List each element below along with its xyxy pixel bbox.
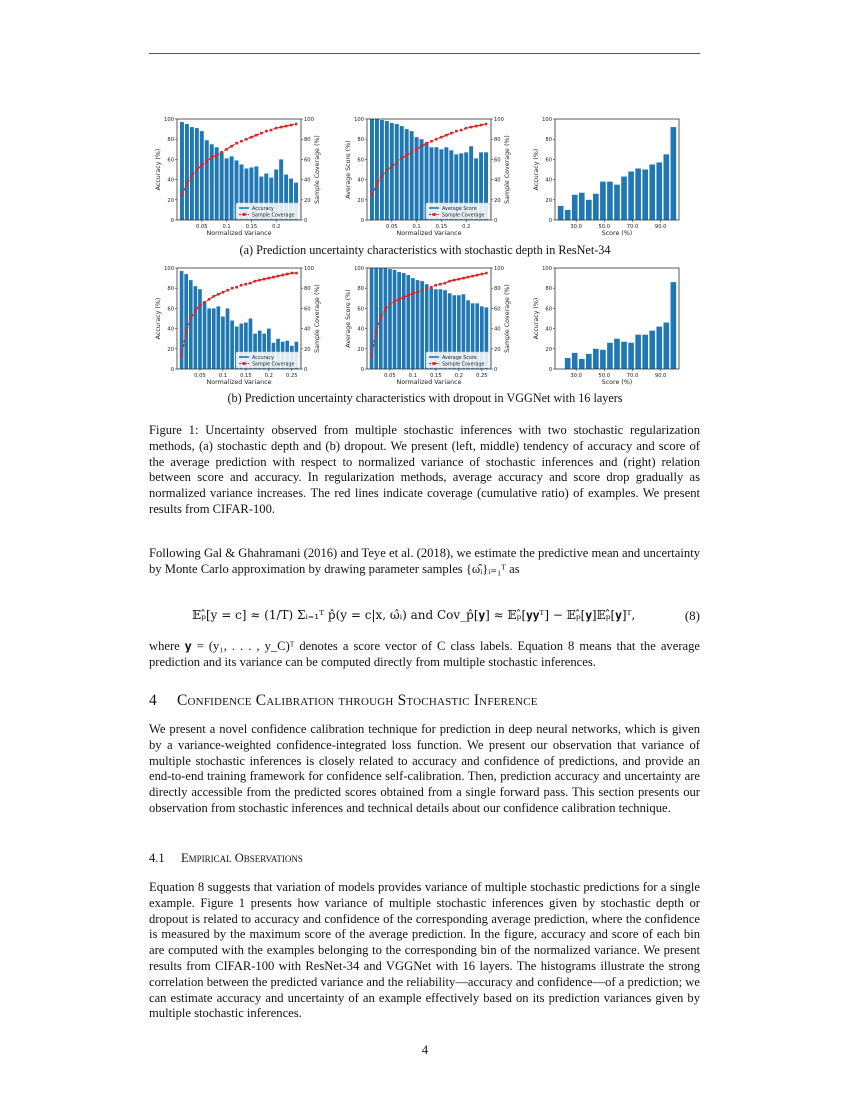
svg-text:100: 100 [164,117,174,123]
svg-text:20: 20 [494,197,501,204]
svg-text:30.0: 30.0 [570,373,582,379]
subsection-4-1-heading [149,851,303,866]
svg-text:0.2: 0.2 [264,373,273,379]
svg-text:40: 40 [304,326,311,333]
section-4-heading [149,692,538,710]
svg-text:Normalized Variance: Normalized Variance [396,379,462,386]
svg-text:0.2: 0.2 [462,224,471,230]
svg-text:100: 100 [494,266,504,272]
svg-text:40: 40 [304,177,311,184]
svg-text:Average Score: Average Score [442,206,477,212]
svg-text:0.05: 0.05 [384,373,396,379]
svg-text:100: 100 [494,117,504,123]
svg-text:80: 80 [545,286,552,293]
svg-text:Sample Coverage (%): Sample Coverage (%) [314,284,321,353]
chart-b-middle [340,263,530,388]
svg-text:20: 20 [357,197,364,204]
svg-text:Normalized Variance: Normalized Variance [206,379,272,386]
svg-text:40: 40 [494,177,501,184]
svg-text:80: 80 [545,137,552,144]
paragraph-where: where 𝐲 = (y₁, . . . , y_C)ᵀ denotes a score vector of C class labels. Equation 8 means that the average prediction and its variance can be computed directly from multiple stochastic inferences. [149,639,700,669]
svg-text:100: 100 [164,266,174,272]
svg-text:0.25: 0.25 [286,373,298,379]
svg-text:Sample Coverage (%): Sample Coverage (%) [504,135,511,204]
svg-text:100: 100 [304,117,314,123]
svg-text:60: 60 [494,306,501,313]
svg-text:60: 60 [545,157,552,164]
section-title: Confidence Calibration through Stochastic Inference [177,692,538,709]
section-4-body: We present a novel confidence calibration technique for prediction in deep neural networks, which is given by a variance-weighted confidence-integrated loss function. We present our observation that variance of multiple stochastic inferences is closely related to accuracy and confidence of predictions, and provide an end-to-end training framework for confidence self-calibration. Then, prediction accuracy and uncertainty are directly accessible from the predicted scores obtained from a single forward pass. This section presents our observation from stochastic inferences and technical details about our confidence calibration technique. [149,722,700,815]
svg-text:0.1: 0.1 [222,224,231,230]
svg-text:60: 60 [167,157,174,164]
svg-text:90.0: 90.0 [654,224,667,230]
svg-text:Sample Coverage (%): Sample Coverage (%) [504,284,511,353]
svg-text:40: 40 [357,326,364,333]
svg-text:Sample Coverage: Sample Coverage [442,362,485,368]
svg-text:50.0: 50.0 [598,373,611,379]
chart-a-right [528,114,710,239]
svg-text:Accuracy (%): Accuracy (%) [155,297,162,340]
chart-a-left [150,114,340,239]
svg-text:70.0: 70.0 [626,224,639,230]
svg-text:0: 0 [170,367,174,373]
svg-text:0: 0 [494,367,498,373]
svg-text:0: 0 [548,218,552,224]
chart-b-right [528,263,710,388]
svg-text:Sample Coverage: Sample Coverage [252,213,295,219]
bars [565,282,676,369]
svg-text:20: 20 [167,346,174,353]
chart-b-left [150,263,340,388]
svg-text:Average Score: Average Score [442,355,477,361]
svg-text:0.1: 0.1 [412,224,421,230]
svg-text:0: 0 [170,218,174,224]
svg-text:80: 80 [357,286,364,293]
svg-text:100: 100 [542,266,552,272]
svg-text:80: 80 [494,137,501,144]
svg-text:0.2: 0.2 [454,373,463,379]
svg-text:0.1: 0.1 [218,373,228,379]
svg-text:Sample Coverage: Sample Coverage [442,213,485,219]
svg-text:0.1: 0.1 [408,373,418,379]
equation-number: (8) [684,608,700,623]
svg-text:Accuracy: Accuracy [252,206,274,212]
svg-text:60: 60 [494,157,501,164]
subsection-title: Empirical Observations [181,851,303,865]
bars [558,127,676,220]
svg-text:Score (%): Score (%) [601,230,633,237]
svg-text:70.0: 70.0 [626,373,639,379]
equation-8 [149,598,700,638]
subcaption-b: (b) Prediction uncertainty characteristics with dropout in VGGNet with 16 layers [227,391,623,405]
svg-text:0: 0 [548,367,552,373]
svg-text:0: 0 [304,367,308,373]
page-number: 4 [421,1043,429,1057]
svg-text:60: 60 [357,157,364,164]
svg-text:20: 20 [304,197,311,204]
svg-text:20: 20 [494,346,501,353]
svg-text:20: 20 [357,346,364,353]
svg-text:40: 40 [167,177,174,184]
subsection-number: 4.1 [149,851,165,865]
svg-text:40: 40 [494,326,501,333]
svg-text:80: 80 [167,137,174,144]
svg-text:20: 20 [304,346,311,353]
section-number: 4 [149,692,157,709]
svg-text:50.0: 50.0 [598,224,611,230]
chart-a-middle [340,114,530,239]
subsection-4-1-body: Equation 8 suggests that variation of models provides variance of multiple stochastic predictions for a single example. Figure 1 presents how variance of multiple stochastic inferences given by stochastic depth or dropout is related to accuracy and confidence of the corresponding average prediction, where the confidence is measured by the maximum score of the average prediction. In the figure, accuracy and score of each bin are computed with the examples belonging to the corresponding bin of the normalized variance. We present results from CIFAR-100 with ResNet-34 and VGGNet with 16 layers. The histograms illustrate the strong correlation between the predicted variance and the reliability—accuracy and confidence—of a prediction; we can estimate accuracy and uncertainty of an example effectively based on its prediction variances given by multiple stochastic inferences. [149,880,700,1021]
figure-caption: Figure 1: Uncertainty observed from multiple stochastic inferences with two stochastic regularization methods, (a) stochastic depth and (b) dropout. We present (left, middle) tendency of accuracy and score of the average prediction with respect to normalized variance of stochastic inferences and (right) relation between score and accuracy. In regularization methods, average accuracy and score drop gradually as normalized variance increases. The red lines indicate coverage (cumulative ratio) of examples. We present results from CIFAR-100. [149,423,700,516]
svg-text:0.25: 0.25 [476,373,488,379]
svg-text:0.15: 0.15 [240,373,252,379]
svg-text:0.2: 0.2 [272,224,281,230]
svg-text:Sample Coverage (%): Sample Coverage (%) [314,135,321,204]
svg-text:60: 60 [167,306,174,313]
header-rule [149,53,700,54]
svg-text:90.0: 90.0 [654,373,667,379]
svg-text:40: 40 [545,177,552,184]
svg-text:Normalized Variance: Normalized Variance [396,230,462,237]
svg-text:100: 100 [304,266,314,272]
svg-text:100: 100 [354,117,364,123]
svg-text:Accuracy (%): Accuracy (%) [533,148,540,191]
svg-text:60: 60 [304,157,311,164]
svg-text:20: 20 [545,346,552,353]
svg-text:40: 40 [545,326,552,333]
svg-text:0.15: 0.15 [245,224,258,230]
subcaption-a: (a) Prediction uncertainty characteristics with stochastic depth in ResNet-34 [239,243,611,257]
paragraph-monte-carlo: Following Gal & Ghahramani (2016) and Teye et al. (2018), we estimate the predictive mean and uncertainty by Monte Carlo approximation by drawing parameter samples {ω̂ᵢ}ᵢ₌₁ᵀ as [149,546,700,576]
figure-row-a [150,114,710,239]
svg-text:Average Score (%): Average Score (%) [345,289,352,348]
svg-text:80: 80 [494,286,501,293]
svg-text:Score (%): Score (%) [601,379,633,386]
svg-text:60: 60 [357,306,364,313]
svg-text:40: 40 [357,177,364,184]
svg-text:60: 60 [545,306,552,313]
svg-text:20: 20 [545,197,552,204]
svg-text:0: 0 [360,367,364,373]
svg-text:Accuracy (%): Accuracy (%) [533,297,540,340]
svg-text:Accuracy: Accuracy [252,355,274,361]
svg-text:30.0: 30.0 [570,224,582,230]
svg-text:40: 40 [167,326,174,333]
svg-text:0.05: 0.05 [194,373,206,379]
svg-text:Normalized Variance: Normalized Variance [206,230,272,237]
svg-text:0: 0 [494,218,498,224]
figure-row-b [150,263,710,388]
svg-text:0.05: 0.05 [386,224,398,230]
svg-text:0: 0 [360,218,364,224]
svg-text:80: 80 [167,286,174,293]
svg-text:0.15: 0.15 [430,373,442,379]
svg-text:100: 100 [542,117,552,123]
svg-text:20: 20 [167,197,174,204]
svg-text:0.15: 0.15 [435,224,448,230]
svg-text:80: 80 [304,286,311,293]
svg-text:0: 0 [304,218,308,224]
equation-body: 𝔼ₚ̂[y = c] ≈ (1/T) Σᵢ₌₁ᵀ p̂(y = c|x, ω̂ᵢ) and Cov_p̂[𝐲] ≈ 𝔼ₚ̂[𝐲𝐲ᵀ] − 𝔼ₚ̂[𝐲]𝔼ₚ̂[𝐲]ᵀ, [192,608,636,622]
svg-text:100: 100 [354,266,364,272]
svg-text:Sample Coverage: Sample Coverage [252,362,295,368]
svg-text:0.05: 0.05 [196,224,208,230]
svg-text:80: 80 [304,137,311,144]
svg-text:60: 60 [304,306,311,313]
svg-text:Average Score (%): Average Score (%) [345,140,352,199]
svg-text:Accuracy (%): Accuracy (%) [155,148,162,191]
svg-text:80: 80 [357,137,364,144]
